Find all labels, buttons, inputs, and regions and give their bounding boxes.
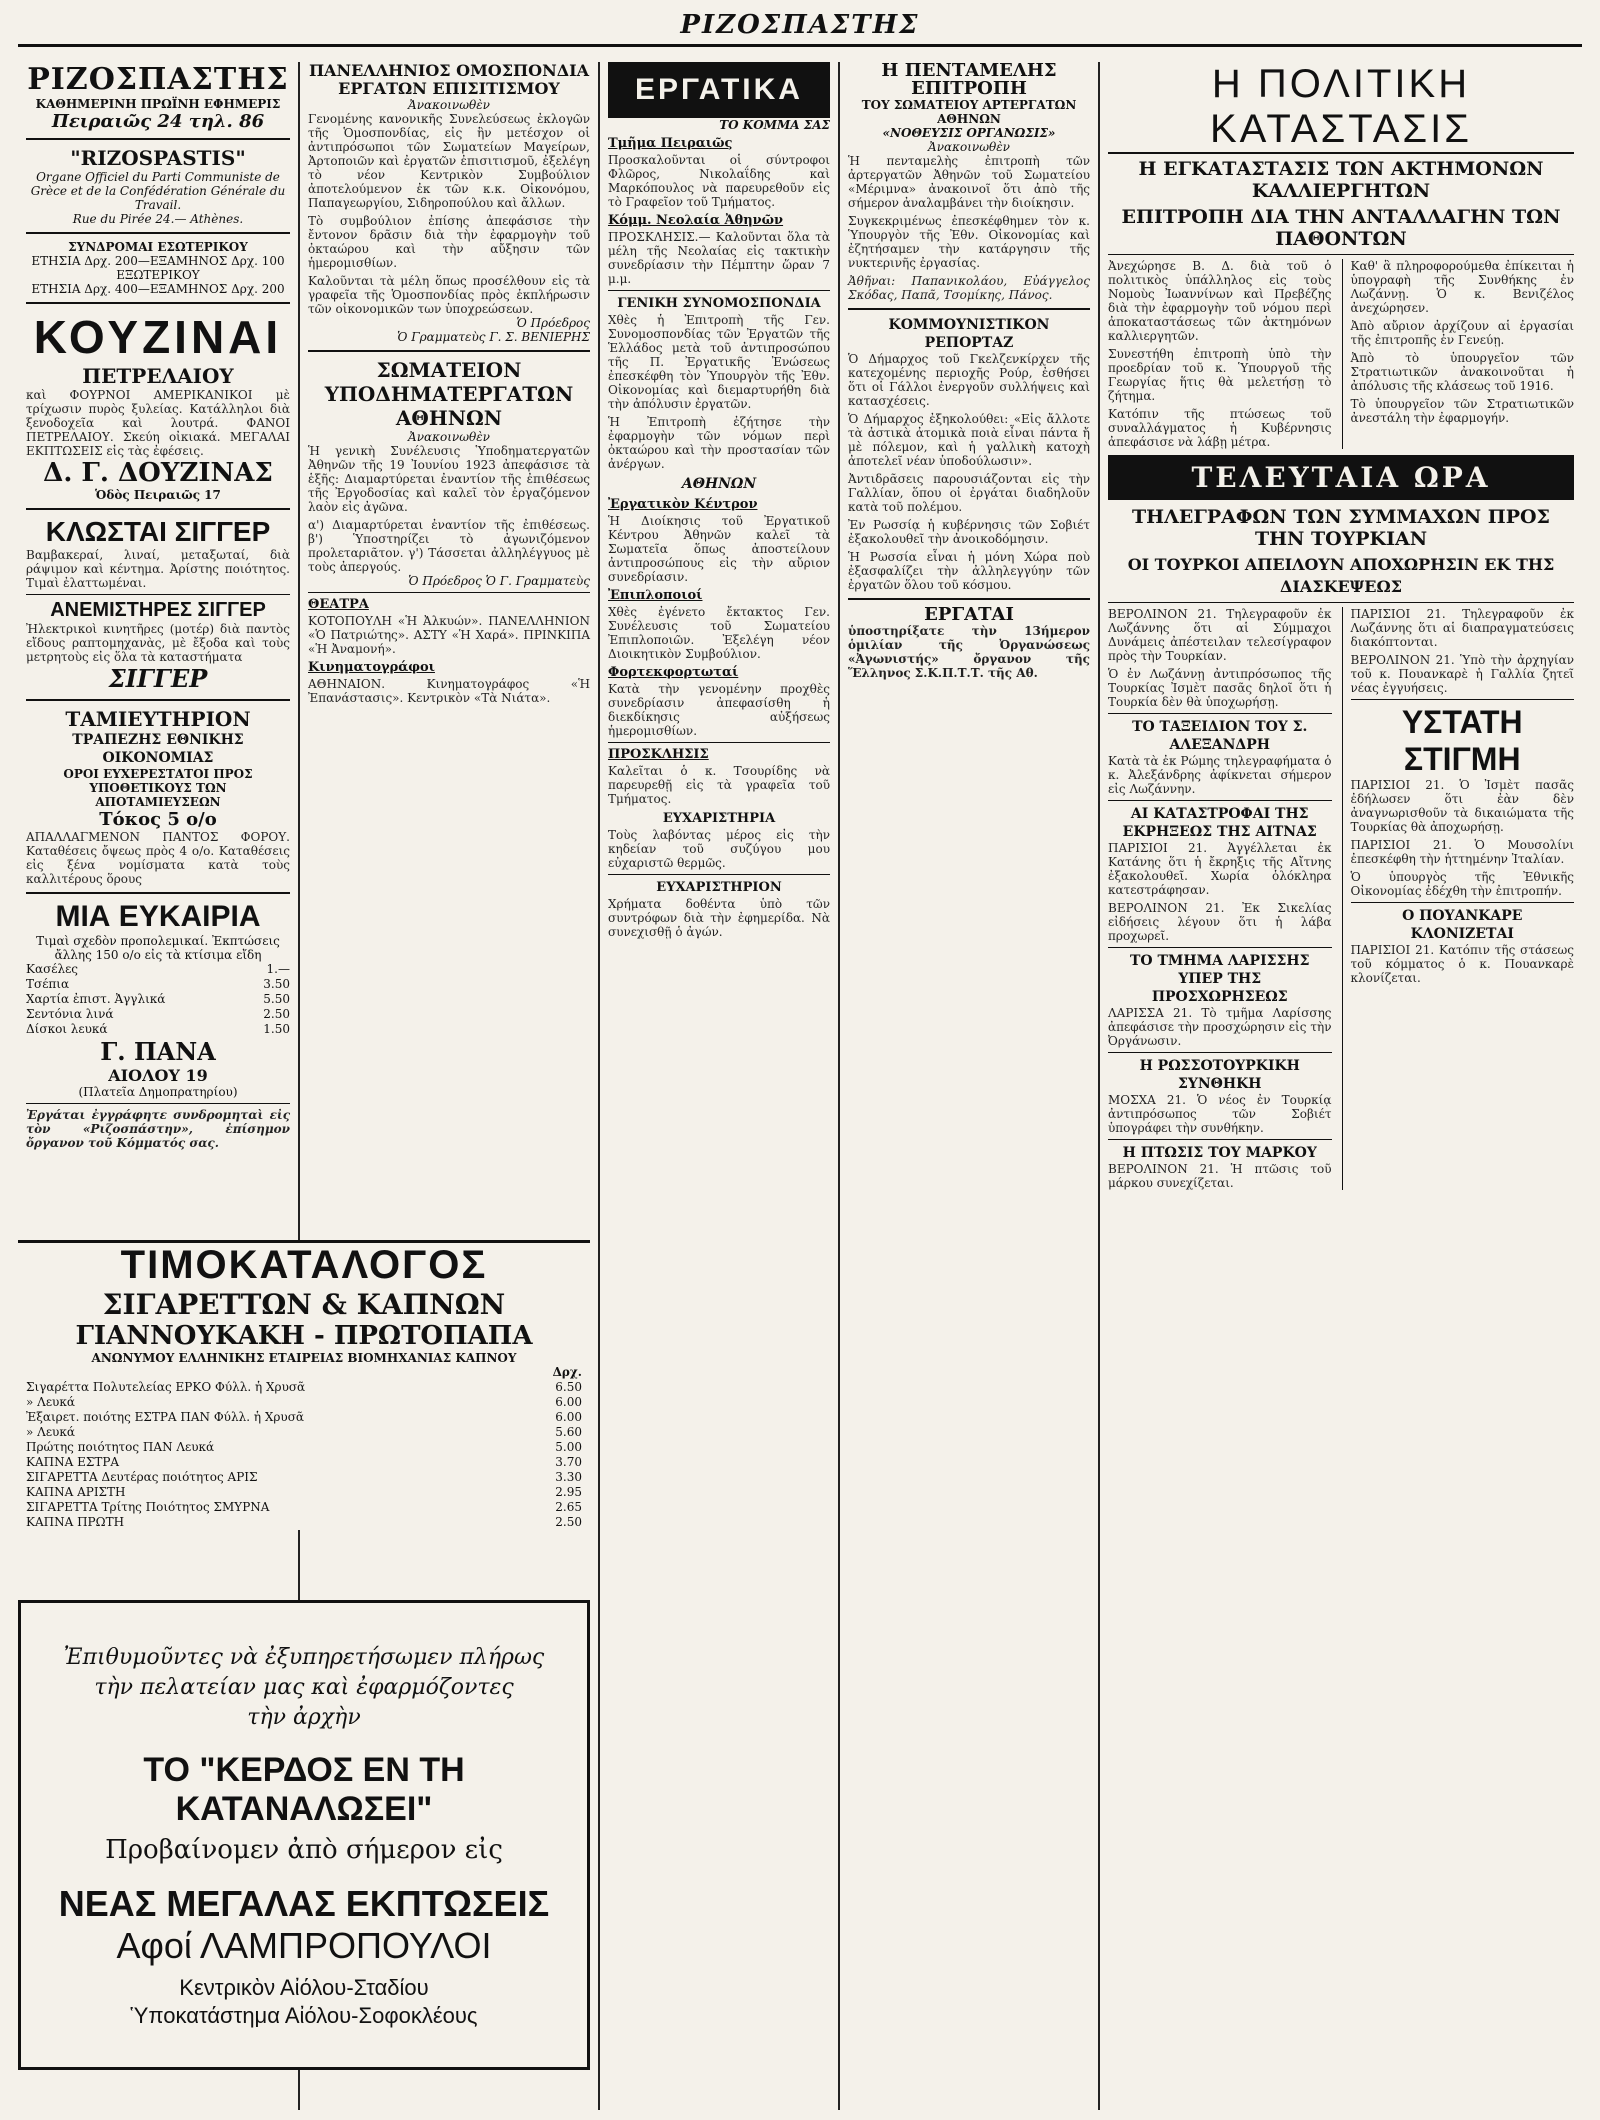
lampropouloi-line-1: Ἐπιθυμοῦντες νὰ ἐξυπηρετήσωμεν πλήρως [63, 1645, 545, 1670]
politiki-title: Η ΠΟΛΙΤΙΚΗ ΚΑΤΑΣΤΑΣΙΣ [1108, 62, 1574, 154]
tobacco-row-price: 6.00 [555, 1410, 582, 1424]
prosklisis-text: Καλεῖται ὁ κ. Τσουρίδης νὰ παρευρεθῇ εἰς τὰ γραφεῖα τοῦ Τμήματος. [608, 764, 830, 806]
price-row-item: Δίσκοι λευκά [26, 1022, 108, 1036]
article-reportaz-p3: Ἀντιδρᾶσεις παρουσιάζονται εἰς τὴν Γαλλίαν, ὅπου οἱ ἐργάται διαδηλοῦν κατὰ τοῦ πολέμου. [848, 472, 1090, 514]
tobacco-row [26, 1500, 582, 1515]
tobacco-row-price: 6.50 [555, 1380, 582, 1394]
tobacco-row-item: ΚΑΠΝΑ ΠΡΩΤΗ [26, 1515, 125, 1529]
synomospondia-p2: Ἡ Ἐπιτροπὴ ἐζήτησε τὴν ἐφαρμογὴν τῶν νόμων περὶ ὀκταώρου καὶ τὴν προστασίαν τῶν ἀνέργων. [608, 415, 830, 471]
ad-eukairia-address: ΑΙΟΛΟΥ 19 [108, 1066, 208, 1085]
ad-tamieutirion-rate: Τόκος 5 ο/ο [99, 809, 217, 830]
tobacco-row-price: 2.50 [555, 1515, 582, 1529]
tobacco-row-item: Πρώτης ποιότητος ΠΑΝ Λευκά [26, 1440, 215, 1454]
timokatalogos-company: ΓΙΑΝΝΟΥΚΑΚΗ - ΠΡΩΤΟΠΑΠΑ [75, 1321, 533, 1351]
article-omospondia-heading: ΠΑΝΕΛΛΗΝΙΟΣ ΟΜΟΣΠΟΝΔΙΑ ΕΡΓΑΤΩΝ ΕΠΙΣΙΤΙΣΜΟΥ [308, 62, 590, 98]
lampropouloi-discounts: ΝΕΑΣ ΜΕΓΑΛΑΣ ΕΚΠΤΩΣΕΙΣ [58, 1883, 550, 1924]
politiki-b2: Ἀπὸ αὔριον ἀρχίζουν αἱ ἐργασίαι τῆς ἐπιτροπῆς ἐν Γενεύῃ. [1350, 319, 1574, 347]
tobacco-row-item: Ἐξαιρετ. ποιότης ΕΣΤΡΑ ΠΑΝ Φύλλ. ἡ Χρυσᾶ [26, 1410, 305, 1424]
subscriptions-2: ΕΞΩΤΕΡΙΚΟΥ [116, 268, 200, 282]
synomospondia-p1: Χθὲς ἡ Ἐπιτροπὴ τῆς Γεν. Συνομοσπονδίας τῶν Ἐργατῶν τῆς Ἑλλάδος μετὰ τοῦ ἀντιπροσώπου τῆς Π. Ἐργατικῆς Ἐνώσεως ἐπεσκέφθη τὸν Ὑπουργὸν τῆς Ἐθν. Οἰκονομίας καὶ διεμαρτυρήθη διὰ τὴν ἀπόλυσιν ἐργατῶν. [608, 313, 830, 411]
teleutaia-headline-1: ΤΗΛΕΓΡΑΦΩΝ ΤΩΝ ΣΥΜΜΑΧΩΝ ΠΡΟΣ ΤΗΝ ΤΟΥΡΚΙΑΝ [1132, 506, 1550, 550]
lampropouloi-ad [18, 1600, 590, 2070]
article-pentameles-signature: Ἀθῆναι: Παπανικολάου, Εὐάγγελος Σκόδας, Παπᾶ, Τσομίκης, Πάνος. [848, 274, 1090, 302]
article-pentameles-sub2: «ΝΟΘΕΥΣΙΣ ΟΡΓΑΝΩΣΙΣ» [882, 126, 1056, 140]
dispatch-10: ΛΑΡΙΣΣΑ 21. Τὸ τμῆμα Λαρίσσης ἀπεφάσισε τὴν προσχώρησιν εἰς τὴν Ὀργάνωσιν. [1108, 1006, 1332, 1048]
dispatch-2: Ὁ ἐν Λωζάννῃ ἀντιπρόσωπος τῆς Τουρκίας Ἰσμὲτ πασᾶς δηλοῖ ὅτι ἡ Τουρκία δὲν θὰ ὑποχωρήσῃ. [1108, 667, 1332, 709]
kinimatografoi-text: ΑΘΗΝΑΙΟΝ. Κινηματογράφος «Ἡ Ἐπανάστασις». Κεντρικὸν «Τὰ Νιάτα». [308, 677, 590, 705]
heading-alexandri: ΤΟ ΤΑΞΕΙΔΙΟΝ ΤΟΥ Σ. ΑΛΕΞΑΝΔΡΗ [1132, 719, 1308, 753]
article-omospondia-label: Ἀνακοινωθὲν [408, 98, 490, 112]
tobacco-row [26, 1380, 582, 1395]
article-pentameles-sub: ΤΟΥ ΣΩΜΑΤΕΙΟΥ ΑΡΤΕΡΓΑΤΩΝ ΑΘΗΝΩΝ [861, 98, 1077, 126]
timokatalogos-company-full: ΑΝΩΝΥΜΟΥ ΕΛΛΗΝΙΚΗΣ ΕΤΑΙΡΕΙΑΣ ΒΙΟΜΗΧΑΝΙΑΣ ΚΑΠΝΟΥ [91, 1351, 517, 1365]
price-row [26, 1007, 290, 1022]
dispatch-12: ΒΕΡΟΛΙΝΟΝ 21. Ἡ πτῶσις τοῦ μάρκου συνεχίζεται. [1108, 1162, 1332, 1190]
tobacco-row-price: 5.00 [555, 1440, 582, 1454]
ad-anemistires-brand: ΣΙΓΓΕΡ [108, 664, 208, 693]
heading-markou: Η ΠΤΩΣΙΣ ΤΟΥ ΜΑΡΚΟΥ [1122, 1145, 1317, 1161]
lampropouloi-central: Κεντρικὸν Αἰόλου-Σταδίου [179, 1975, 429, 2000]
ergatika-logo: ΕΡΓΑΤΙΚΑ [608, 62, 830, 118]
tobacco-row [26, 1440, 582, 1455]
tobacco-row [26, 1410, 582, 1425]
ad-kouzinai-address: Ὁδὸς Πειραιῶς 17 [95, 488, 221, 502]
heading-ystati-stigmi: ΥΣΤΑΤΗ ΣΤΙΓΜΗ [1401, 704, 1523, 777]
notice: Ἐργάται ἐγγράφητε συνδρομηταὶ εἰς τὸν «Ριζοσπάστην», ἐπίσημον ὄργανον τοῦ Κόμματός σας. [26, 1108, 290, 1150]
neolaia-text: ΠΡΟΣΚΛΗΣΙΣ.— Καλοῦνται ὅλα τὰ μέλη τῆς Νεολαίας εἰς τακτικὴν συνεδρίασιν τὴν Πέμπτην ὥραν 7 μ.μ. [608, 230, 830, 286]
politiki-body [1108, 259, 1574, 449]
article-pentameles-p2: Συγκεκριμένως ἐπεσκέφθημεν τὸν κ. Ὑπουργὸν τῆς Ἐθν. Οἰκονομίας καὶ ἐζητήσαμεν τὴν κατάργησιν τῆς νυκτερινῆς ἐργασίας. [848, 214, 1090, 270]
dispatch-7: ΠΑΡΙΣΙΟΙ 21. Ὁ Μουσολίνι ἐπεσκέφθη τὴν ἡττημένην Ἰταλίαν. [1350, 838, 1574, 866]
masthead: ΡΙΖΟΣΠΑΣΤΗΣ [27, 62, 289, 97]
subscriptions-title: ΣΥΝΔΡΟΜΑΙ ΕΣΩΤΕΡΙΚΟΥ [68, 240, 248, 254]
politiki-b1: Καθ' ἃ πληροφορούμεθα ἐπίκειται ἡ ὑπογραφὴ τῆς Συνθήκης ἐν Λωζάννῃ. Ὁ κ. Βενιζέλος ἀνεχώρησεν. [1350, 259, 1574, 315]
lampropouloi-slogan: ΤΟ "ΚΕΡΔΟΣ ΕΝ ΤΗ ΚΑΤΑΝΑΛΩΣΕΙ" [143, 1751, 465, 1828]
tobacco-row-price: 3.70 [555, 1455, 582, 1469]
section-ergatikon-kentron: Ἐργατικὸν Κέντρον [608, 497, 758, 512]
price-row [26, 962, 290, 977]
lampropouloi-branch: Ὑποκατάστημα Αἰόλου-Σοφοκλέους [130, 2003, 478, 2028]
section-neolaia: Κόμμ. Νεολαία Ἀθηνῶν [608, 213, 784, 228]
ad-kouzinai-name: Δ. Γ. ΔΟΥΖΙΝΑΣ [43, 458, 273, 488]
latin-sub: Organe Officiel du Parti Communiste de Grèce et de la Confédération Générale du Travail. [30, 170, 286, 212]
article-ypodimatergaton-p2: α') Διαμαρτύρεται ἐναντίον τῆς ἐπιθέσεως. β') Ὑποστηρίζει τὸ ἀγωνιζόμενον προλεταριᾶτον. γ') Τάσσεται ἀλληλέγγυος μὲ τοὺς ἀπεργούς. [308, 518, 590, 574]
tobacco-row [26, 1470, 582, 1485]
lampropouloi-line-4: Προβαίνομεν ἀπὸ σήμερον εἰς [105, 1835, 503, 1865]
article-omospondia-p1: Γενομένης κανονικῆς Συνελεύσεως ἐκλογῶν τῆς Ὁμοσπονδίας, εἰς ἣν μετέσχον οἱ ἀντιπρόσωποι τῶν Σωματείων Μαγείρων, Ἀρτοποιῶν καὶ ἐργατῶν ἐπισιτισμοῦ, ἐξελέγη τὸ νέον Κεντρικὸν Συμβούλιον ἀποτελούμενον ἐκ τῶν κ.κ. Οἰκονόμου, Παπαγεωργίου, Σιδηροπούλου καὶ ἄλλων. [308, 112, 590, 210]
signature-2: Ὁ Γραμματεὺς Γ. Σ. ΒΕΝΙΕΡΗΣ [397, 330, 590, 344]
subscriptions-1: ΕΤΗΣΙΑ Δρχ. 200—ΕΞΑΜΗΝΟΣ Δρχ. 100 [31, 254, 285, 268]
section-tmima-peiraios: Τμῆμα Πειραιῶς [608, 136, 733, 151]
timokatalogos-sub: ΣΙΓΑΡΕΤΤΩΝ & ΚΑΠΝΩΝ [102, 1288, 506, 1321]
politiki-headline-2: ΕΠΙΤΡΟΠΗ ΔΙΑ ΤΗΝ ΑΝΤΑΛΛΑΓΗΝ ΤΩΝ ΠΑΘΟΝΤΩΝ [1121, 206, 1561, 250]
dispatch-5: Κατὰ τὰ ἐκ Ρώμης τηλεγραφήματα ὁ κ. Ἀλεξάνδρης ἀφίκνεται σήμερον εἰς Λωζάννην. [1108, 754, 1332, 796]
latin-title: "RIZOSPASTIS" [70, 146, 246, 170]
tobacco-row [26, 1515, 582, 1530]
price-row-item: Τσέπια [26, 977, 70, 991]
signature-1: Ὁ Πρόεδρος [516, 316, 590, 330]
column-4 [838, 62, 1098, 2110]
teleutaia-headline-2: ΟΙ ΤΟΥΡΚΟΙ ΑΠΕΙΛΟΥΝ ΑΠΟΧΩΡΗΣΙΝ ΕΚ ΤΗΣ ΔΙΑΣΚΕΨΕΩΣ [1127, 555, 1555, 596]
column-5 [1098, 62, 1582, 2110]
price-row [26, 977, 290, 992]
running-head: ΡΙΖΟΣΠΑΣΤΗΣ [18, 10, 1582, 47]
article-omospondia-p3: Καλοῦνται τὰ μέλη ὅπως προσέλθουν εἰς τὰ γραφεῖα τῆς Ὁμοσπονδίας πρὸς ἐκπλήρωσιν τῶν οἰκονομικῶν των ὑποχρεώσεων. [308, 274, 590, 316]
article-ergatai-text: ὑποστηρίξατε τὴν 13ήμερον ὁμιλίαν τῆς Ὀργανώσεως «Ἀγωνιστής» ὄργανον τῆς Ἕλληνος Σ.Κ.Π.Τ.Τ. τῆς Αθ. [848, 624, 1090, 680]
politiki-headline-1: Η ΕΓΚΑΤΑΣΤΑΣΙΣ ΤΩΝ ΑΚΤΗΜΟΝΩΝ ΚΑΛΛΙΕΡΓΗΤΩΝ [1138, 158, 1544, 202]
lampropouloi-line-3: τὴν ἀρχὴν [247, 1705, 361, 1730]
timokatalogos-unit: Δρχ. [552, 1365, 582, 1379]
section-fortekfortotai: Φορτεκφορτωταί [608, 665, 739, 680]
tobacco-row [26, 1395, 582, 1410]
tobacco-row-price: 2.95 [555, 1485, 582, 1499]
dispatch-9: ΒΕΡΟΛΙΝΟΝ 21. Ἐκ Σικελίας εἰδήσεις λέγουν ὅτι ἡ λάβα προχωρεῖ. [1108, 901, 1332, 943]
article-reportaz-heading: ΚΟΜΜΟΥΝΙΣΤΙΚΟΝ ΡΕΠΟΡΤΑΖ [888, 317, 1050, 351]
dispatch-11: ΜΟΣΧΑ 21. Ὁ νέος ἐν Τουρκίᾳ ἀντιπρόσωπος τῶν Σοβιέτ ὑπογράφει τὴν συνθήκην. [1108, 1093, 1332, 1135]
article-ypodimatergaton-label: Ἀνακοινωθὲν [408, 430, 490, 444]
tobacco-row-item: ΚΑΠΝΑ ΑΡΙΣΤΗ [26, 1485, 126, 1499]
ad-eukairia-title: ΜΙΑ ΕΥΚΑΙΡΙΑ [55, 900, 261, 933]
eucharistirion-text: Χρήματα δοθέντα ὑπὸ τῶν συντρόφων διὰ τὴν ἐφημερίδα. Νὰ συνεχισθῇ ὁ ἀγών. [608, 897, 830, 939]
section-theatra: ΘΕΑΤΡΑ [308, 597, 369, 612]
politiki-a3: Κατόπιν τῆς πτώσεως τοῦ συναλλάγματος ἡ Κυβέρνησις ἀπεφάσισε νὰ λάβῃ μέτρα. [1108, 407, 1332, 449]
tobacco-row-price: 5.60 [555, 1425, 582, 1439]
heading-rossotourkiki: Η ΡΩΣΣΟΤΟΥΡΚΙΚΗ ΣΥΝΘΗΚΗ [1139, 1058, 1300, 1092]
ad-kouzinai-sub: ΠΕΤΡΕΛΑΙΟΥ [82, 364, 234, 388]
theatra-text: ΚΟΤΟΠΟΥΛΗ «Ἡ Ἀλκυών». ΠΑΝΕΛΛΗΝΙΟΝ «Ὁ Πατριώτης». ΑΣΤΥ «Ἡ Χαρά». ΠΡΙΝΚΙΠΑ «Ἡ Ἀναμονή». [308, 614, 590, 656]
ad-anemistires-text: Ἠλεκτρικοὶ κινητῆρες (μοτέρ) διὰ παντὸς εἴδους ραπτομηχανὰς, μὲ ἔξοδα καὶ τοὺς μετρητοὺς εἰς ὅλα τὰ καταστήματα [26, 622, 290, 664]
price-row [26, 1022, 290, 1037]
ad-tamieutirion-tail: ΑΠΑΛΛΑΓΜΕΝΟΝ ΠΑΝΤΟΣ ΦΟΡΟΥ. Καταθέσεις ὄψεως πρὸς 4 ο/ο. Καταθέσεις εἰς ξένα νομίσματα κατὰ τοὺς καλλιτέρους ὅρους [26, 830, 290, 886]
fortekfortotai-text: Κατὰ τὴν γενομένην προχθὲς συνεδρίασιν ἀπεφασίσθη ἡ διεκδίκησις αὐξήσεως ἡμερομισθίων. [608, 682, 830, 738]
tobacco-row-item: ΚΑΠΝΑ ΕΣΤΡΑ [26, 1455, 120, 1469]
ad-kouzinai-text: καὶ ΦΟΥΡΝΟΙ ΑΜΕΡΙΚΑΝΙΚΟΙ μὲ τρίχωσιν πυρὸς ξυλείας. Κατάλληλοι διὰ ξενοδοχεῖα καὶ λουτρά. ΦΑΝΟΙ ΠΕΤΡΕΛΑΙΟΥ. Σκεύη οἰκιακά. ΜΕΓΑΛΑΙ ΕΚΠΤΩΣΕΙΣ εἰς τὰς ἐφέσεις. [26, 388, 290, 458]
ad-klostai-title: ΚΛΩΣΤΑΙ ΣΙΓΓΕΡ [45, 516, 271, 547]
price-row [26, 992, 290, 1007]
tmima-peiraios-text: Προσκαλοῦνται οἱ σύντροφοι Φλῶρος, Νικολαΐδης καὶ Μαρκόπουλος νὰ παρευρεθοῦν εἰς τὸ Γραφεῖον τοῦ Τμήματος. [608, 153, 830, 209]
price-row-price: 1.— [266, 962, 290, 976]
dispatch-6: ΠΑΡΙΣΙΟΙ 21. Ὁ Ἰσμὲτ πασᾶς ἐδήλωσεν ὅτι ἐὰν δὲν ἀναγνωρισθοῦν τὰ δικαιώματα τῆς Τουρκίας θὰ ἀποχωρήσῃ. [1350, 778, 1574, 834]
tobacco-row-item: ΣΙΓΑΡΕΤΤΑ Τρίτης Ποιότητος ΣΜΥΡΝΑ [26, 1500, 270, 1514]
section-athinon: ΑΘΗΝΩΝ [681, 476, 757, 492]
price-row-price: 5.50 [263, 992, 290, 1006]
section-epiplopoioi: Ἐπιπλοποιοί [608, 588, 703, 603]
article-pentameles-p1: Ἡ πενταμελὴς ἐπιτροπὴ τῶν ἀρτεργατῶν Ἀθηνῶν τοῦ Σωματείου «Μέριμνα» ἀνακοινοῖ ὅτι ἀπὸ τῆς σήμερον ἀναλαμβάνει τὴν διοίκησιν. [848, 154, 1090, 210]
lampropouloi-name: Αφοί ΛΑΜΠΡΟΠΟΥΛΟΙ [116, 1925, 492, 1966]
ergatika-sub: ΤΟ ΚΟΜΜΑ ΣΑΣ [719, 118, 830, 132]
article-ergatai-heading: ΕΡΓΑΤΑΙ [924, 604, 1014, 625]
tobacco-row [26, 1425, 582, 1440]
section-synomospondia: ΓΕΝΙΚΗ ΣΥΝΟΜΟΣΠΟΝΔΙΑ [617, 296, 821, 311]
ad-tamieutirion-title: ΤΑΜΙΕΥΤΗΡΙΟΝ [65, 707, 251, 731]
section-prosklisis: ΠΡΟΣΚΛΗΣΙΣ [608, 747, 709, 762]
article-reportaz-p4: Ἐν Ρωσσίᾳ ἡ κυβέρνησις τῶν Σοβιέτ ἐξακολουθεῖ τὴν ἀνοικοδόμησιν. [848, 518, 1090, 546]
price-row-item: Χαρτία ἐπιστ. Ἀγγλικά [26, 992, 166, 1006]
teleutaia-body [1108, 607, 1574, 1190]
ad-eukairia-name: Γ. ΠΑΝΑ [100, 1037, 216, 1066]
price-row-price: 1.50 [263, 1022, 290, 1036]
ergatikon-kentron-text: Ἡ Διοίκησις τοῦ Ἐργατικοῦ Κέντρου Ἀθηνῶν καλεῖ τὰ Σωματεῖα ὅπως ἀποστείλουν ἀντιπροσώπους εἰς τὴν αὔριον συνεδρίασιν. [608, 514, 830, 584]
section-eucharistiria: ΕΥΧΑΡΙΣΤΗΡΙΑ [662, 811, 776, 826]
tobacco-row-price: 2.65 [555, 1500, 582, 1514]
dispatch-1: ΒΕΡΟΛΙΝΟΝ 21. Τηλεγραφοῦν ἐκ Λωζάννης ὅτι αἱ Σύμμαχοι Δυνάμεις ἀπέστειλαν τελεσίγραφον πρὸς τὴν Τουρκίαν. [1108, 607, 1332, 663]
section-kinimatografoi: Κινηματογράφοι [308, 660, 435, 675]
eucharistiria-text: Τοὺς λαβόντας μέρος εἰς τὴν κηδείαν τοῦ συζύγου μου εὐχαριστῶ θερμῶς. [608, 828, 830, 870]
article-ypodimatergaton-p1: Ἡ γενικὴ Συνέλευσις Ὑποδηματεργατῶν Ἀθηνῶν τῆς 19 Ἰουνίου 1923 ἀπεφάσισε τὰ ἑξῆς: Διαμαρτύρεται ἐναντίον τῆς ἐπιθέσεως τῆς Ἐργοδοσίας καὶ καλεῖ τὸν ἐργαζόμενον λαὸν εἰς ἀγῶνα. [308, 444, 590, 514]
article-omospondia-p2: Τὸ συμβούλιον ἐπίσης ἀπεφάσισε τὴν ἔντονον δρᾶσιν διὰ τὴν ἐφαρμογὴν τοῦ ὀκταώρου καὶ τὴν αὔξησιν τῶν ἡμερομισθίων. [308, 214, 590, 270]
tobacco-row [26, 1455, 582, 1470]
heading-larissa: ΤΟ ΤΜΗΜΑ ΛΑΡΙΣΣΗΣ ΥΠΕΡ ΤΗΣ ΠΡΟΣΧΩΡΗΣΕΩΣ [1129, 953, 1310, 1005]
dispatch-3: ΠΑΡΙΣΙΟΙ 21. Τηλεγραφοῦν ἐκ Λωζάννης ὅτι αἱ διαπραγματεύσεις διακόπτονται. [1350, 607, 1574, 649]
tobacco-row-item: ΣΙΓΑΡΕΤΤΑ Δευτέρας ποιότητος ΑΡΙΣ [26, 1470, 258, 1484]
price-list [26, 962, 290, 1037]
signature-3: Ὁ Πρόεδρος Ὁ Γ. Γραμματεὺς [408, 574, 590, 588]
column-3 [598, 62, 838, 2110]
dispatch-8: ΠΑΡΙΣΙΟΙ 21. Ἀγγέλλεται ἐκ Κατάνης ὅτι ἡ ἔκρηξις τῆς Αἴτνης ἐξακολουθεῖ. Χωρία ὁλόκληρα κατεστράφησαν. [1108, 841, 1332, 897]
politiki-b3: Ἀπὸ τὸ ὑπουργεῖον τῶν Στρατιωτικῶν ἀνακοινοῦται ἡ ἀπόλυσις τῆς κλάσεως τοῦ 1916. [1350, 351, 1574, 393]
timokatalogos-rows [26, 1380, 582, 1530]
tobacco-row-item: Σιγαρέττα Πολυτελείας ΕΡΚΟ Φύλλ. ἡ Χρυσᾶ [26, 1380, 306, 1394]
dispatch-14: ΠΑΡΙΣΙΟΙ 21. Κατόπιν τῆς στάσεως τοῦ κόμματος ὁ κ. Πουανκαρὲ κλονίζεται. [1350, 943, 1574, 985]
article-reportaz-p5: Ἡ Ρωσσία εἶναι ἡ μόνη Χώρα ποὺ ἐξασφαλίζει τὴν ἀλληλεγγύην τῶν ἐργατῶν ὅλου τοῦ κόσμου. [848, 550, 1090, 592]
article-pentameles-heading: Η ΠΕΝΤΑΜΕΛΗΣ ΕΠΙΤΡΟΠΗ [881, 62, 1057, 99]
subscriptions-3: ΕΤΗΣΙΑ Δρχ. 400—ΕΞΑΜΗΝΟΣ Δρχ. 200 [31, 282, 285, 296]
epiplopoioi-text: Χθὲς ἐγένετο ἔκτακτος Γεν. Συνέλευσις τοῦ Σωματείου Ἐπιπλοποιῶν. Ἐξελέγη νέον Διοικητικὸν Συμβούλιον. [608, 605, 830, 661]
ad-anemistires-title: ΑΝΕΜΙΣΤΗΡΕΣ ΣΙΓΓΕΡ [50, 599, 266, 621]
ad-tamieutirion-text: ΟΡΟΙ ΕΥΧΕΡΕΣΤΑΤΟΙ ΠΡΟΣ ΥΠΟΘΕΤΙΚΟΥΣ ΤΩΝ ΑΠΟΤΑΜΙΕΥΣΕΩΝ [63, 767, 253, 809]
teleutaia-ora-banner: ΤΕΛΕΥΤΑΙΑ ΩΡΑ [1108, 455, 1574, 500]
article-pentameles-label: Ἀνακοινωθὲν [928, 140, 1010, 154]
ad-tamieutirion-sub: ΤΡΑΠΕΖΗΣ ΕΘΝΙΚΗΣ ΟΙΚΟΝΟΜΙΑΣ [72, 732, 244, 766]
price-row-item: Σεντόνια λινά [26, 1007, 114, 1021]
tobacco-row-item: » Λευκά [26, 1425, 75, 1439]
lampropouloi-line-2: τὴν πελατείαν μας καὶ ἐφαρμόζοντες [94, 1675, 514, 1700]
latin-address: Rue du Pirée 24.— Athènes. [72, 212, 244, 226]
ad-eukairia-tail: (Πλατεῖα Δημοπρατηρίου) [78, 1085, 238, 1099]
price-row-price: 2.50 [263, 1007, 290, 1021]
tobacco-row-price: 6.00 [555, 1395, 582, 1409]
address: Πειραιῶς 24 τηλ. 86 [51, 111, 265, 132]
politiki-a1: Ἀνεχώρησε Β. Δ. διὰ τοῦ ὁ πολιτικὸς ὑπάλληλος εἰς τοὺς Νομοὺς Ἰωαννίνων καὶ Πρεβέζης διὰ τὴν ἐφαρμογὴν τοῦ νόμου περὶ ἀποκαταστάσεως τῶν ἀκτημόνων καλλιεργητῶν. [1108, 259, 1332, 343]
politiki-b4: Τὸ ὑπουργεῖον τῶν Στρατιωτικῶν ἀνεστάλη τὴν ἐφαρμογήν. [1350, 397, 1574, 425]
tobacco-row-price: 3.30 [555, 1470, 582, 1484]
masthead-sub: ΚΑΘΗΜΕΡΙΝΗ ΠΡΩΪΝΗ ΕΦΗΜΕΡΙΣ [35, 97, 281, 111]
newspaper-page [18, 10, 1582, 2110]
dispatch-13: Ὁ ὑπουργὸς τῆς Ἐθνικῆς Οἰκονομίας ἐδέχθη τὴν ἐπιτροπήν. [1350, 870, 1574, 898]
section-eucharistirion: ΕΥΧΑΡΙΣΤΗΡΙΟΝ [656, 880, 782, 895]
heading-aitna: ΑΙ ΚΑΤΑΣΤΡΟΦΑΙ ΤΗΣ ΕΚΡΗΞΕΩΣ ΤΗΣ ΑΙΤΝΑΣ [1122, 806, 1317, 840]
timokatalogos-ad [18, 1240, 590, 1530]
ad-klostai-text: Βαμβακεραί, λιναί, μεταξωταί, διὰ ράψιμον καὶ κέντημα. Ἀρίστης ποιότητος. Τιμαὶ ἐλαττωμέναι. [26, 548, 290, 590]
dispatch-4: ΒΕΡΟΛΙΝΟΝ 21. Ὑπὸ τὴν ἀρχηγίαν τοῦ κ. Πουανκαρὲ ἡ Γαλλία ζητεῖ νέας ἐγγυήσεις. [1350, 653, 1574, 695]
ad-kouzinai-title: ΚΟΥΖΙΝΑΙ [33, 311, 283, 363]
timokatalogos-title: ΤΙΜΟΚΑΤΑΛΟΓΟΣ [120, 1243, 488, 1287]
article-reportaz-p2: Ὁ Δήμαρχος ἐξηκολούθει: «Εἰς ἄλλοτε τὰ ἀστικὰ ἀτομικὰ ποιὰ εἶναι πάντα ἤ μὲ πόλεμον, καὶ ἡ γαλλικὴ κατοχὴ ἀποτελεῖ νέαν ὑποδούλωσιν». [848, 412, 1090, 468]
article-reportaz-p1: Ὁ Δήμαρχος τοῦ Γκελζενκίρχεν τῆς κατεχομένης περιοχῆς Ρούρ, ἐσθήσει ὅτι οἱ Γάλλοι ἐνεργοῦν συλλήψεις καὶ κατασχέσεις. [848, 352, 1090, 408]
price-row-item: Κασέλες [26, 962, 79, 976]
tobacco-row-item: » Λευκά [26, 1395, 75, 1409]
article-ypodimatergaton-heading: ΣΩΜΑΤΕΙΟΝ ΥΠΟΔΗΜΑΤΕΡΓΑΤΩΝ ΑΘΗΝΩΝ [324, 358, 574, 430]
ad-eukairia-text: Τιμαὶ σχεδὸν προπολεμικαί. Ἐκπτώσεις ἄλλης 150 ο/ο εἰς τὰ κτίσιμα εἴδη [36, 934, 280, 962]
heading-pouankare: Ο ΠΟΥΑΝΚΑΡΕ ΚΛΟΝΙΖΕΤΑΙ [1402, 908, 1523, 942]
price-row-price: 3.50 [263, 977, 290, 991]
politiki-a2: Συνεστήθη ἐπιτροπὴ ὑπὸ τὴν προεδρίαν τοῦ κ. Ὑπουργοῦ τῆς Γεωργίας ἥτις θὰ μελετήσῃ τὸ ζήτημα. [1108, 347, 1332, 403]
tobacco-row [26, 1485, 582, 1500]
